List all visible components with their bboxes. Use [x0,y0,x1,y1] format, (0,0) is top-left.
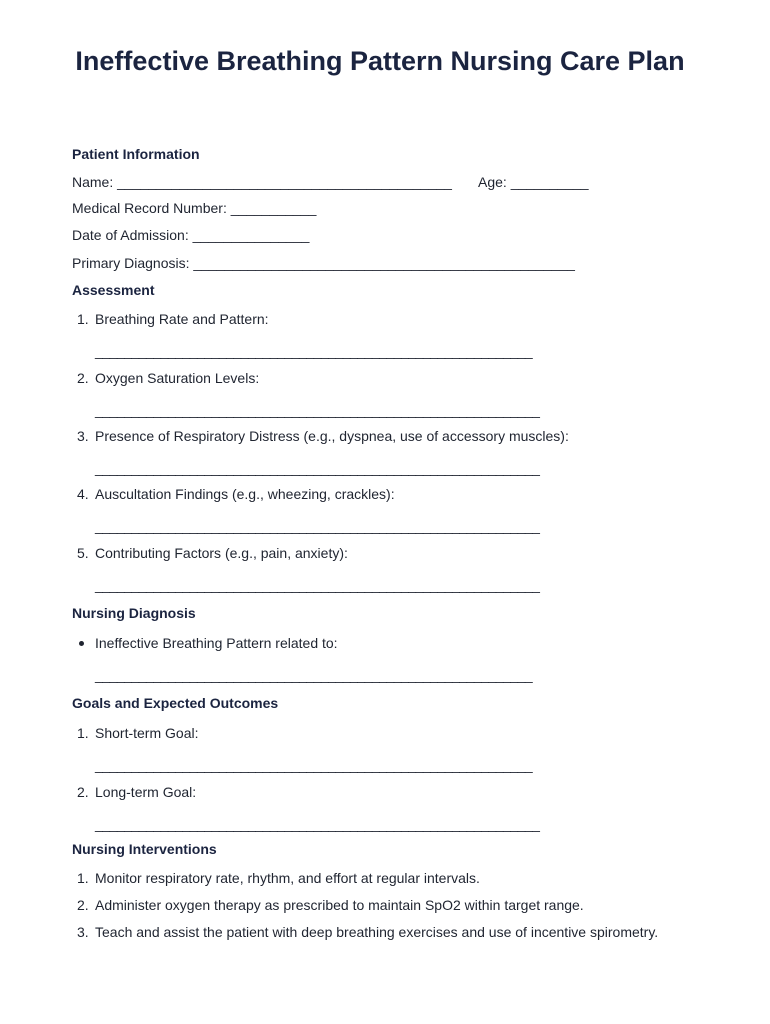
goal-label: Long-term Goal: [95,784,197,800]
goal-answer-line[interactable]: ____________________________________________________________ [95,757,533,773]
intervention-label: Teach and assist the patient with deep breathing exercises and use of incentive spirometry. [95,924,659,940]
assessment-label: Contributing Factors (e.g., pain, anxiety): [95,545,348,561]
primary-diagnosis-field[interactable]: Primary Diagnosis: _________________________________________________ [72,255,575,271]
bullet-icon [79,641,84,646]
name-field[interactable]: Name: ___________________________________________ [72,174,452,190]
list-number: 1. [77,311,89,327]
medical-record-number-field[interactable]: Medical Record Number: ___________ [72,200,317,216]
assessment-label: Oxygen Saturation Levels: [95,370,260,386]
assessment-label: Auscultation Findings (e.g., wheezing, crackles): [95,486,395,502]
list-number: 2. [77,784,89,800]
intervention-label: Monitor respiratory rate, rhythm, and effort at regular intervals. [95,870,480,886]
assessment-answer-line[interactable]: _____________________________________________________________ [95,402,540,418]
assessment-answer-line[interactable]: _____________________________________________________________ [95,518,540,534]
assessment-answer-line[interactable]: _____________________________________________________________ [95,577,540,593]
intervention-label: Administer oxygen therapy as prescribed to maintain SpO2 within target range. [95,897,584,913]
list-number: 1. [77,725,89,741]
list-number: 3. [77,924,89,940]
section-heading-nursing-diagnosis: Nursing Diagnosis [72,605,196,621]
goal-answer-line[interactable]: _____________________________________________________________ [95,816,540,832]
section-heading-goals: Goals and Expected Outcomes [72,695,279,711]
list-number: 1. [77,870,89,886]
list-number: 5. [77,545,89,561]
goal-label: Short-term Goal: [95,725,199,741]
assessment-answer-line[interactable]: ____________________________________________________________ [95,343,533,359]
section-heading-patient-information: Patient Information [72,146,200,162]
page-title: Ineffective Breathing Pattern Nursing Care Plan [75,46,685,76]
list-number: 4. [77,486,89,502]
section-heading-assessment: Assessment [72,282,155,298]
list-number: 2. [77,370,89,386]
list-number: 3. [77,428,89,444]
assessment-answer-line[interactable]: _____________________________________________________________ [95,460,540,476]
assessment-label: Breathing Rate and Pattern: [95,311,269,327]
list-number: 2. [77,897,89,913]
date-of-admission-field[interactable]: Date of Admission: _______________ [72,227,310,243]
assessment-label: Presence of Respiratory Distress (e.g., dyspnea, use of accessory muscles): [95,428,569,444]
age-field[interactable]: Age: __________ [478,174,589,190]
diagnosis-answer-line[interactable]: ____________________________________________________________ [95,667,533,683]
diagnosis-label: Ineffective Breathing Pattern related to: [95,635,338,651]
section-heading-nursing-interventions: Nursing Interventions [72,841,217,857]
